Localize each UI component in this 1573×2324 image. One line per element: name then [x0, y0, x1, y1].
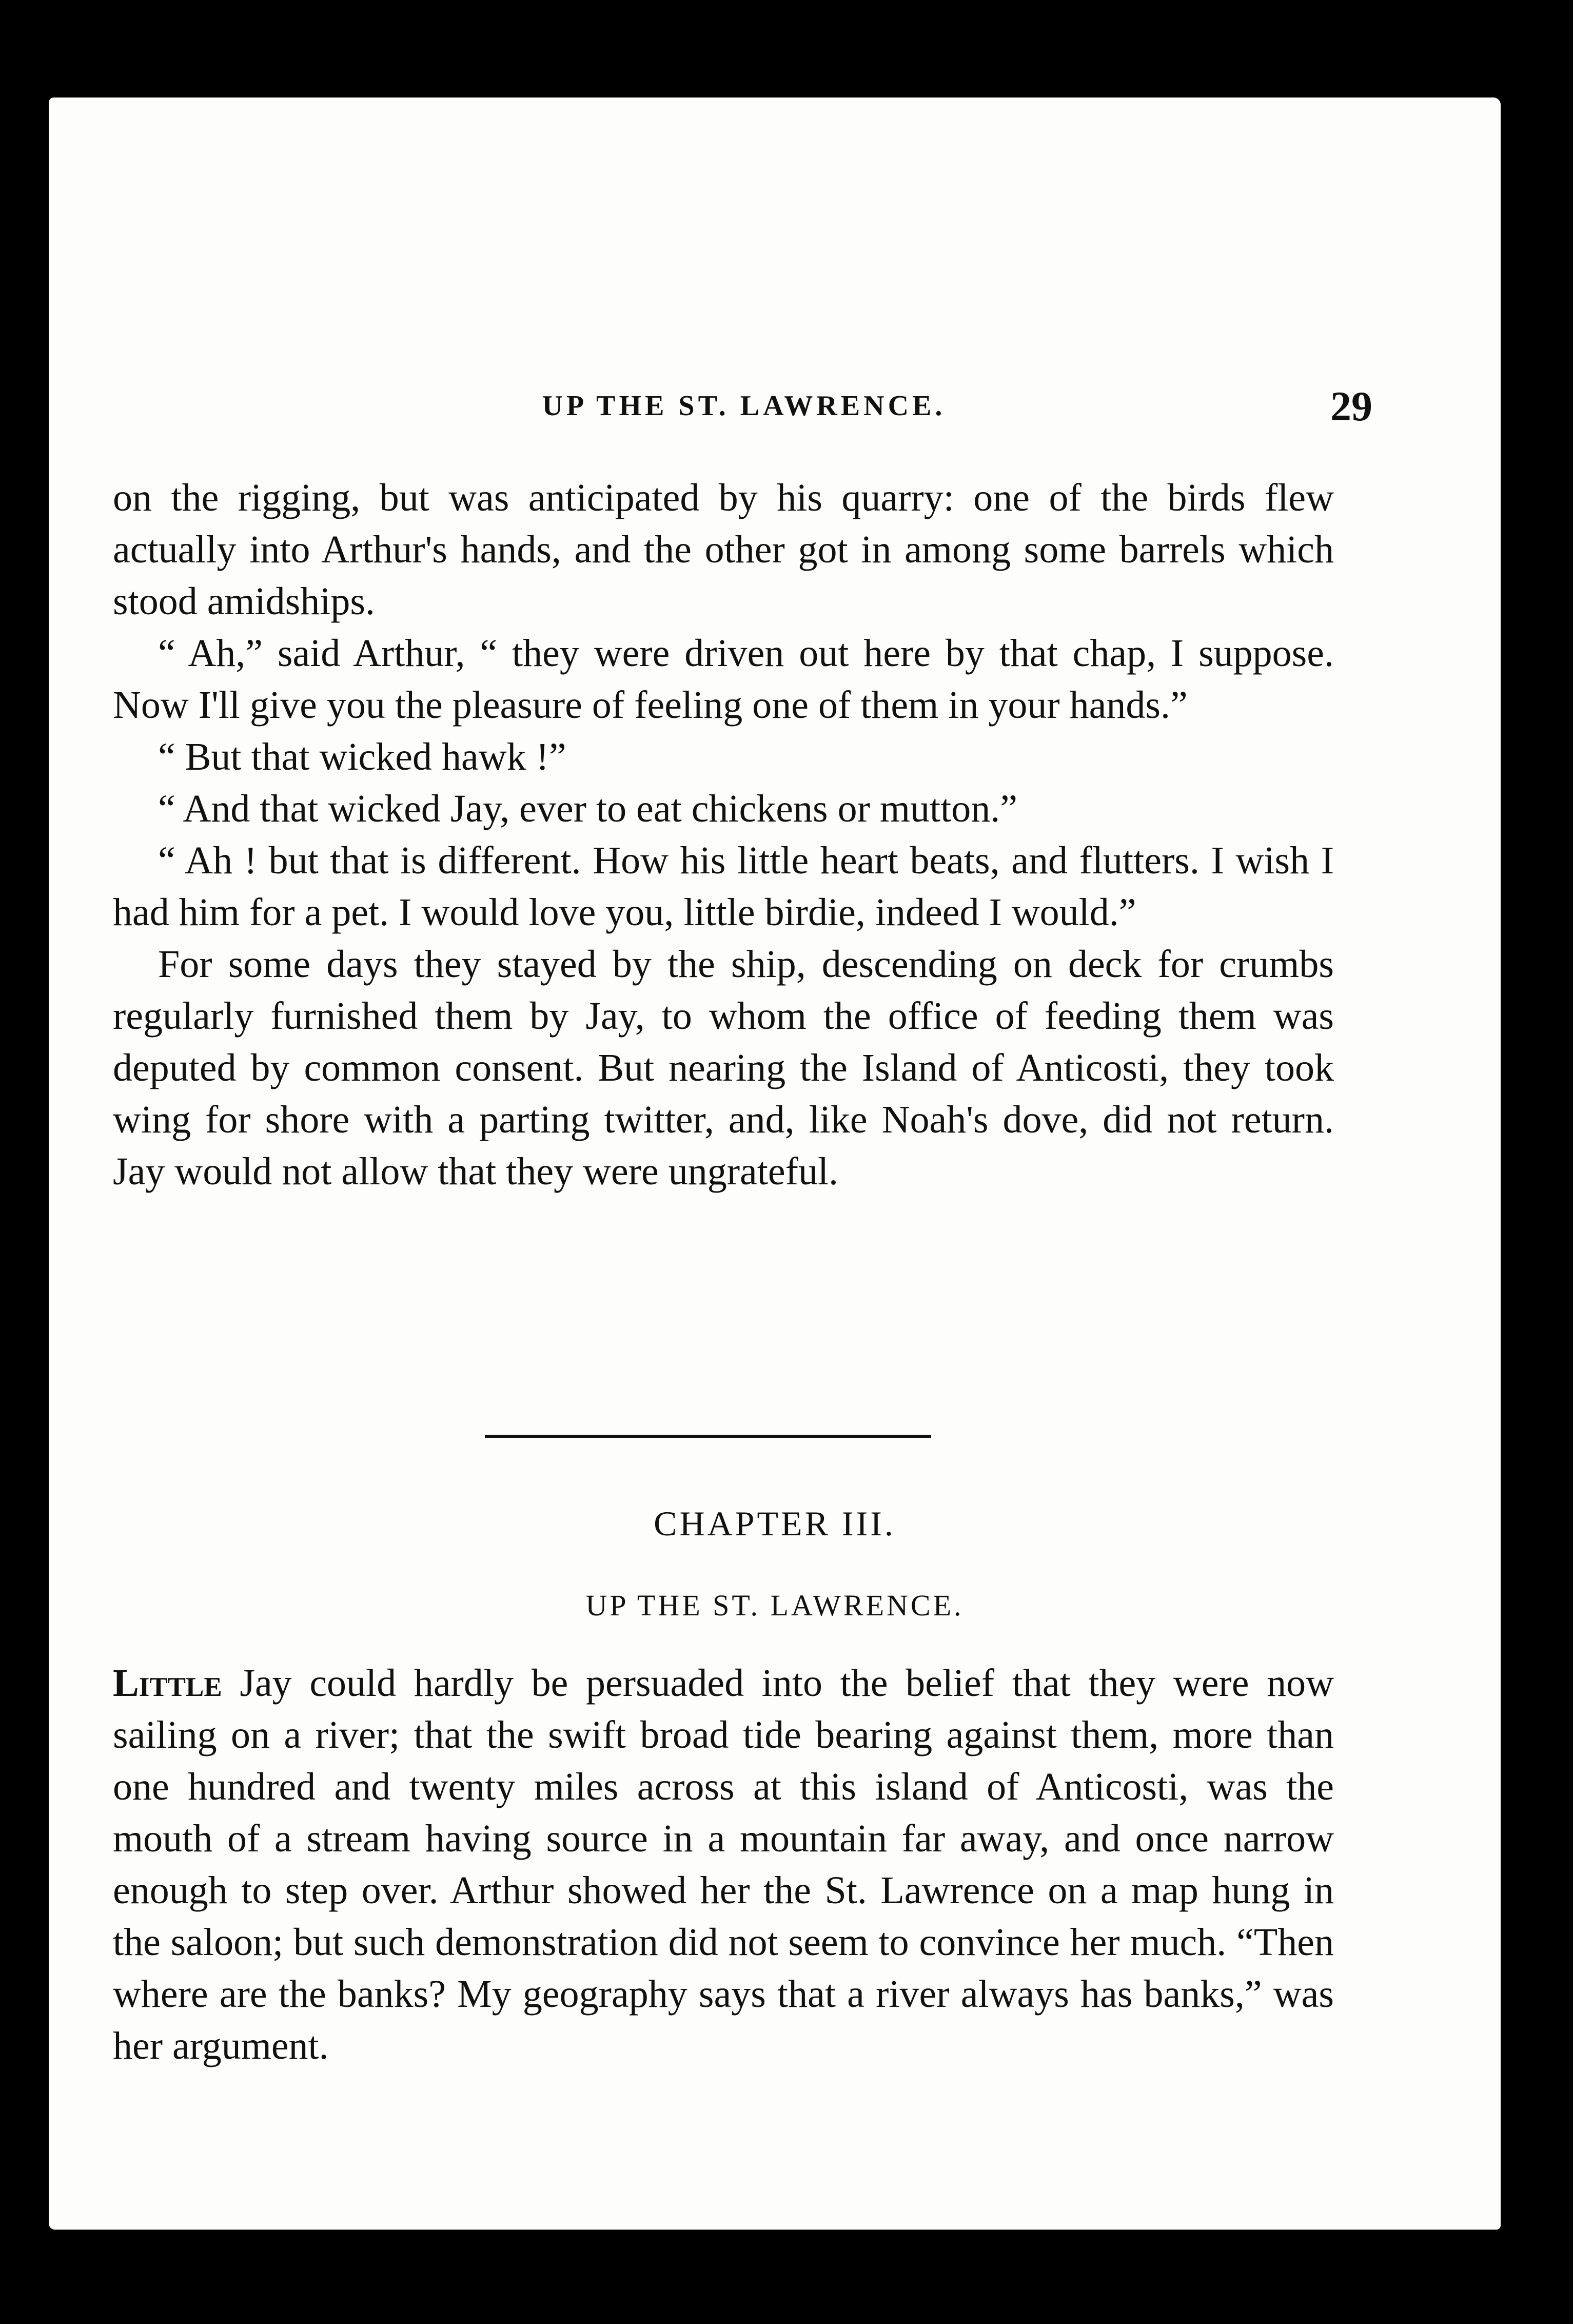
paragraph: “ Ah ! but that is different. How his little heart beats, and flutters. I wish I had him for a pet. I would love you, little birdie, indeed I would.” — [113, 839, 1334, 934]
page-header — [115, 382, 1372, 428]
paragraph: on the rigging, but was anticipated by his quarry: one of the birds flew actually into Arthur's hands, and the other got in among some barrels which stood amidships. — [113, 476, 1334, 623]
body-text-top — [113, 472, 1334, 1198]
chapter-title: CHAPTER III. — [654, 1504, 896, 1543]
section-divider — [485, 1435, 931, 1438]
chapter-subtitle: UP THE ST. LAWRENCE. — [585, 1589, 964, 1622]
paragraph: For some days they stayed by the ship, descending on deck for crumbs regularly furnished them by Jay, to whom the office of feeding them was deputed by common consent. But nearing the Island of Anticosti, they took wing for shore with a parting twitter, and, like Noah's dove, did not return. Jay would not allow that they were ungrateful. — [113, 943, 1334, 1193]
paragraph: “ But that wicked hawk !” — [158, 735, 566, 778]
book-page — [49, 97, 1501, 2230]
paragraph — [113, 1657, 1334, 2072]
paragraph: “ Ah,” said Arthur, “ they were driven out here by that chap, I suppose. Now I'll give you the pleasure of feeling one of them in your hands.” — [113, 632, 1334, 727]
lead-word: Little — [113, 1662, 222, 1705]
body-text-bottom — [113, 1657, 1334, 2072]
page-number: 29 — [1330, 383, 1372, 429]
paragraph: “ And that wicked Jay, ever to eat chickens or mutton.” — [158, 787, 1017, 830]
paragraph-text: Jay could hardly be persuaded into the belief that they were now sailing on a river; that the swift broad tide bearing against them, more than one hundred and twenty miles across at this island of Anticosti, was the mouth of a stream having source in a mountain far away, and once narrow enough to step over. Arthur showed her the St. Lawrence on a map hung in the saloon; but such demonstration did not seem to convince her much. “Then where are the banks? My geography says that a river always has banks,” was her argument. — [113, 1662, 1334, 2067]
running-head: UP THE ST. LAWRENCE. — [542, 390, 946, 422]
